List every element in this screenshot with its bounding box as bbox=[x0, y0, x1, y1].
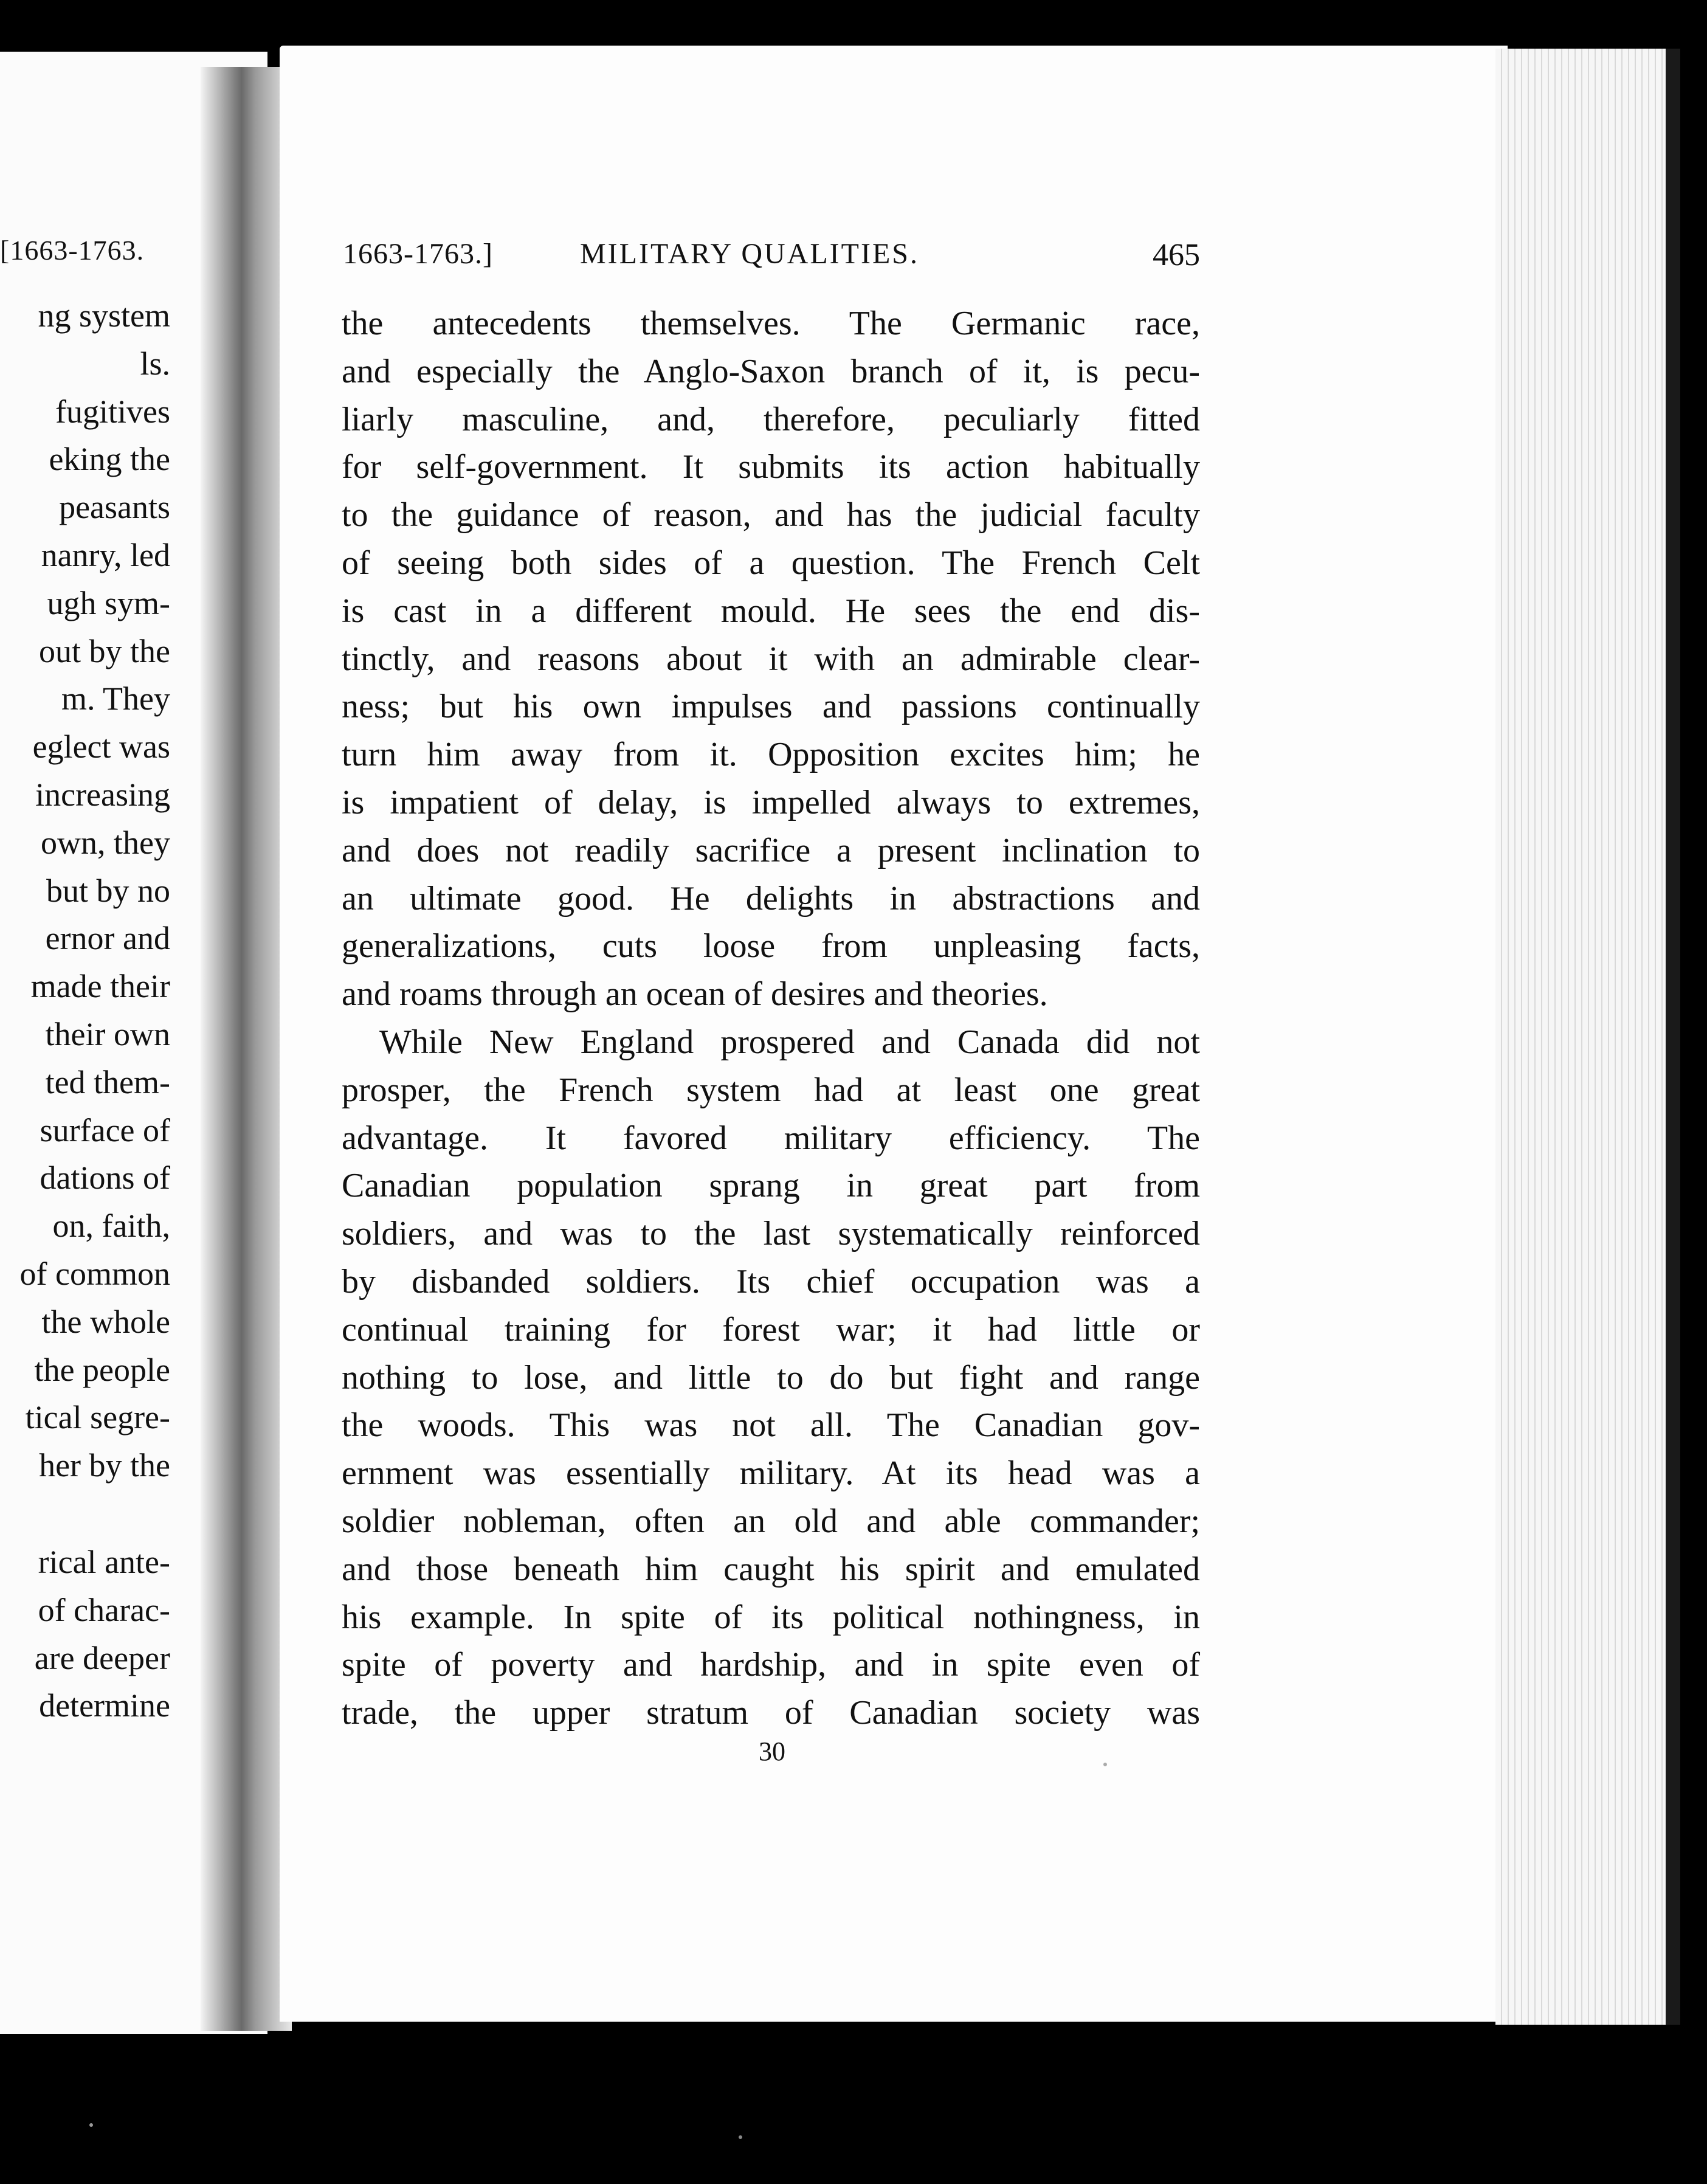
left-text-line: surface of bbox=[40, 1111, 170, 1149]
text-line: an ultimate good. He delights in abstractions and bbox=[342, 879, 1200, 917]
text-line: for self-government. It submits its action habitually bbox=[342, 448, 1200, 486]
text-line: of seeing both sides of a question. The French Celt bbox=[342, 544, 1200, 582]
text-line: by disbanded soldiers. Its chief occupation was a bbox=[342, 1262, 1200, 1301]
left-text-line: peasants bbox=[59, 489, 170, 526]
text-line: turn him away from it. Opposition excites him; he bbox=[342, 736, 1200, 774]
left-text-line: ted them- bbox=[45, 1063, 170, 1101]
text-line: Canadian population sprang in great part from bbox=[342, 1167, 1200, 1205]
left-text-line: made their bbox=[30, 968, 170, 1005]
page-edges bbox=[1495, 49, 1678, 2025]
left-text-line: nanry, led bbox=[41, 536, 170, 573]
left-text-line: determine bbox=[39, 1687, 170, 1724]
left-text-line: but by no bbox=[46, 872, 170, 909]
text-line: soldiers, and was to the last systematically reinforced bbox=[342, 1215, 1200, 1253]
text-line: spite of poverty and hardship, and in spite even of bbox=[342, 1646, 1200, 1684]
text-line: ness; but his own impulses and passions continually bbox=[342, 688, 1200, 726]
left-text-line: the whole bbox=[41, 1303, 170, 1340]
text-line: liarly masculine, and, therefore, peculiarly fitted bbox=[342, 400, 1200, 438]
signature-mark: 30 bbox=[759, 1736, 785, 1766]
left-text-line: fugitives bbox=[55, 393, 170, 430]
running-head bbox=[343, 237, 1200, 274]
text-line: prosper, the French system had at least one great bbox=[342, 1071, 1200, 1109]
text-line: soldier nobleman, often an old and able commander; bbox=[342, 1502, 1200, 1540]
text-line: advantage. It favored military efficiency. The bbox=[342, 1119, 1200, 1157]
left-text-line: ng system bbox=[38, 297, 170, 334]
left-text-line: tical segre- bbox=[25, 1399, 170, 1436]
text-line: the antecedents themselves. The Germanic race, bbox=[342, 305, 1200, 342]
text-line: to the guidance of reason, and has the judicial faculty bbox=[342, 496, 1200, 534]
text-line: tinctly, and reasons about it with an admirable clear- bbox=[342, 640, 1200, 678]
text-line: and does not readily sacrifice a present inclination to bbox=[342, 831, 1200, 869]
text-line: the woods. This was not all. The Canadian gov- bbox=[342, 1406, 1200, 1445]
text-line: is impatient of delay, is impelled always to extremes, bbox=[342, 783, 1200, 821]
page-number: 465 bbox=[1153, 238, 1200, 272]
text-line: and roams through an ocean of desires and theories. bbox=[342, 975, 1048, 1014]
left-text-line: their own bbox=[45, 1015, 170, 1052]
text-line: generalizations, cuts loose from unpleasing facts, bbox=[342, 927, 1200, 966]
text-line: ernment was essentially military. At its head was a bbox=[342, 1454, 1200, 1493]
page-edges-shadow bbox=[1666, 49, 1680, 2025]
paragraph bbox=[342, 300, 1200, 1018]
text-line: nothing to lose, and little to do but fight and range bbox=[342, 1358, 1200, 1397]
text-line: continual training for forest war; it had little or bbox=[342, 1310, 1200, 1349]
body-text bbox=[342, 300, 1200, 1737]
text-line: and those beneath him caught his spirit and emulated bbox=[342, 1550, 1200, 1588]
left-text-line: ugh sym- bbox=[47, 584, 170, 621]
left-text-line: out by the bbox=[39, 632, 170, 669]
paragraph bbox=[342, 1018, 1200, 1737]
text-line: his example. In spite of its political nothingness, in bbox=[342, 1598, 1200, 1636]
left-running-head: [1663-1763. bbox=[0, 235, 145, 266]
left-text-line: rical ante- bbox=[38, 1543, 170, 1580]
left-text-line: eking the bbox=[49, 441, 170, 478]
left-text-line: eglect was bbox=[32, 728, 170, 765]
left-text-line: are deeper bbox=[34, 1639, 170, 1676]
left-text-line: the people bbox=[34, 1351, 170, 1388]
text-line: While New England prospered and Canada did not bbox=[379, 1023, 1200, 1061]
text-line: trade, the upper stratum of Canadian society was bbox=[342, 1694, 1200, 1732]
left-text-line: ls. bbox=[140, 345, 170, 382]
left-text-line: of common bbox=[19, 1255, 170, 1292]
left-text-line: increasing bbox=[35, 776, 170, 813]
left-text-line: ernor and bbox=[45, 920, 170, 957]
left-text-line: dations of bbox=[40, 1159, 170, 1197]
running-head-title: MILITARY QUALITIES. bbox=[580, 238, 919, 270]
left-text-line: m. They bbox=[61, 680, 170, 717]
running-head-range: 1663-1763.] bbox=[343, 238, 493, 270]
left-page-text bbox=[0, 292, 170, 1730]
text-line: is cast in a different mould. He sees the end dis- bbox=[342, 592, 1200, 630]
left-text-line bbox=[0, 1490, 170, 1538]
left-text-line: own, they bbox=[41, 824, 170, 861]
left-text-line: on, faith, bbox=[52, 1208, 170, 1245]
book-gutter-shadow bbox=[201, 67, 292, 2031]
left-text-line: of charac- bbox=[38, 1591, 170, 1628]
left-text-line: her by the bbox=[39, 1447, 170, 1484]
text-line: and especially the Anglo-Saxon branch of it, is pecu- bbox=[342, 352, 1200, 390]
